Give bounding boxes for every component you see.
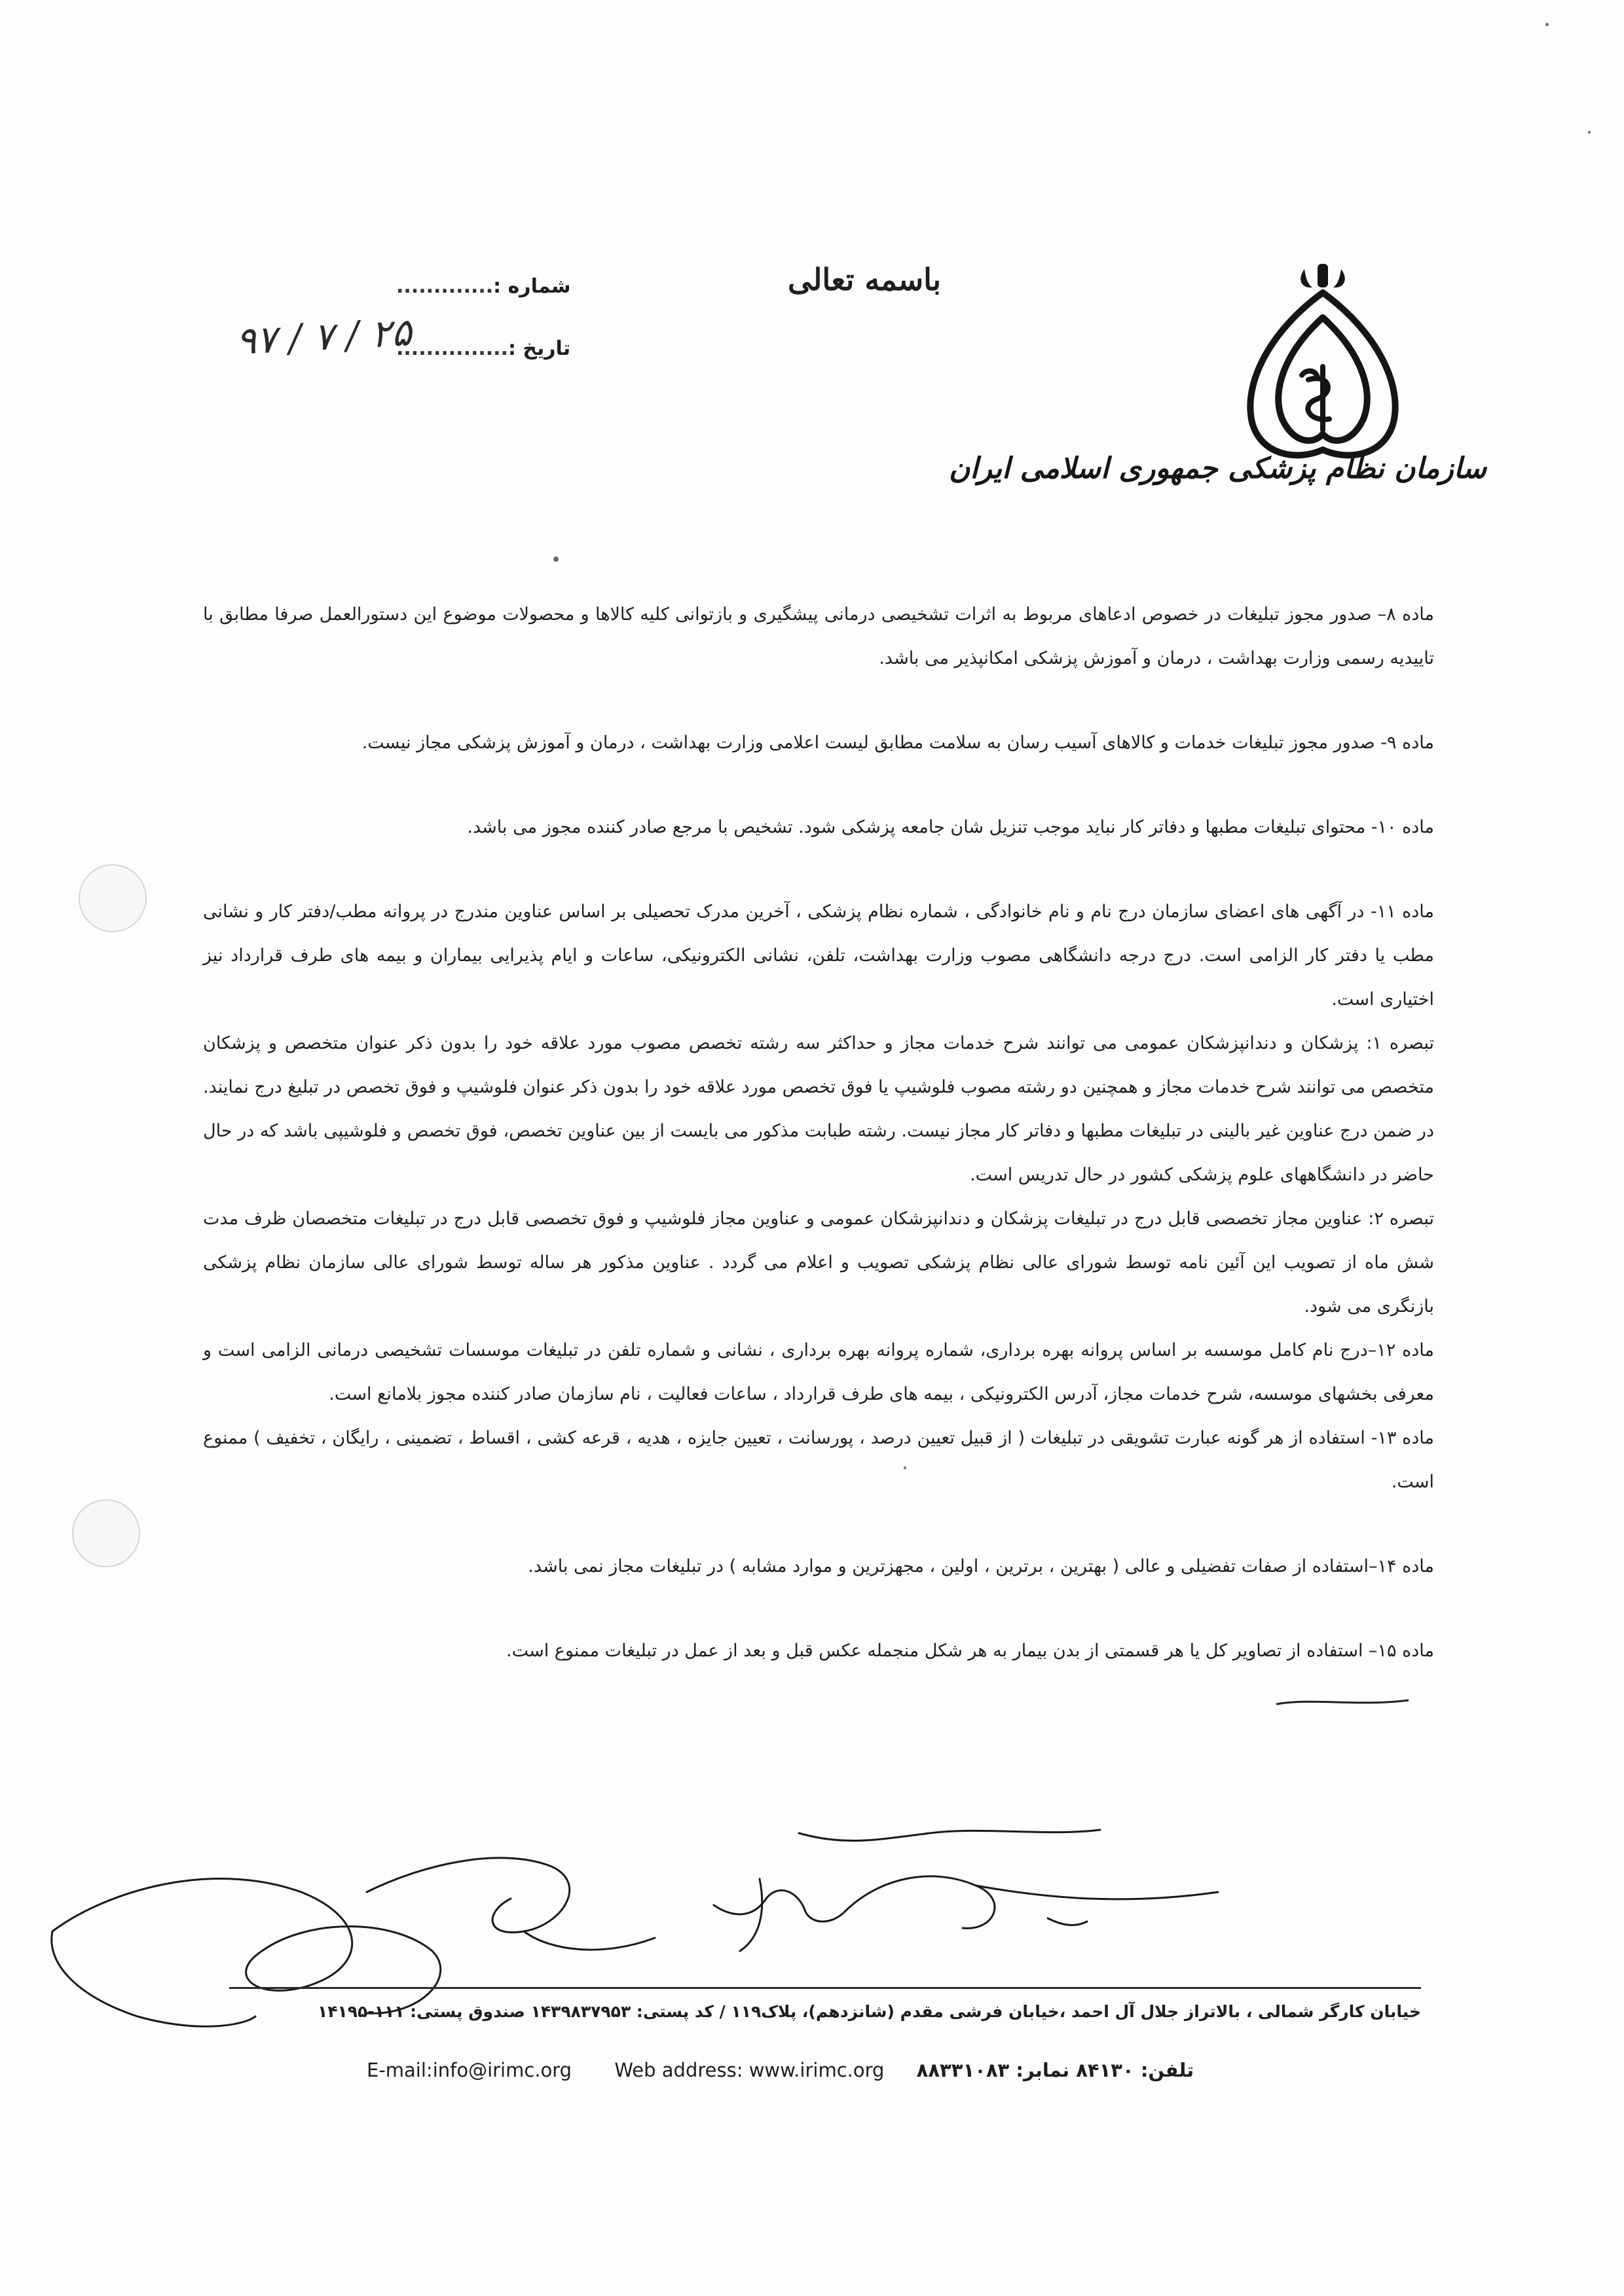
footer-divider	[229, 1987, 1421, 1989]
punch-hole-top	[79, 864, 147, 932]
date-row: تاریخ :...............	[396, 337, 571, 360]
number-label: شماره :	[493, 275, 571, 298]
footer-phone: تلفن: ۸۴۱۳۰ نمابر: ۸۸۳۳۱۰۸۳	[916, 2059, 1194, 2081]
footer-contact	[367, 2059, 1323, 2081]
bismillah-heading: باسمه تعالی	[788, 262, 941, 297]
scan-speck	[553, 556, 559, 562]
note-1: تبصره ۱: پزشکان و دندانپزشکان عمومی می توانند شرح خدمات مجاز و حداکثر سه رشته تخصص مصوب مورد علاقه خود را بدون ذکر عنوان متخصص و پزشکان متخصص می توانند شرح خدمات مجاز و همچنین دو رشته مصوب فلوشیپ یا فوق تخصص مورد علاقه خود را بدون ذکر عنوان فلوشیپ و فوق تخصص در تبلیغ درج نمایند. در ضمن درج عناوین غیر بالینی در تبلیغات مطبها و دفاتر کار مجاز نیست. رشته طبابت مذکور می بایست از بین عناوین تخصص، فوق تخصص و فلوشیپی باشد که در حال حاضر در دانشگاههای علوم پزشکی کشور در حال تدریس است.	[202, 1033, 1435, 1185]
footer-web-address: Web address: www.irimc.org	[614, 2059, 885, 2081]
article-14: ماده ۱۴–استفاده از صفات تفضیلی و عالی ( بهترین ، برترین ، اولین ، مجهزترین و موارد مشابه ) در تبلیغات مجاز نمی باشد.	[528, 1556, 1434, 1576]
article-10: ماده ۱۰- محتوای تبلیغات مطبها و دفاتر کار نباید موجب تنزیل شان جامعه پزشکی شود. تشخیص با مرجع صادر کننده مجوز می باشد.	[467, 817, 1434, 837]
irimc-logo-icon	[1231, 259, 1414, 475]
article-15: ماده ۱۵– استفاده از تصاویر کل یا هر قسمتی از بدن بیمار به هر شکل منجمله عکس قبل و بعد از عمل در تبلیغات ممنوع است.	[506, 1641, 1434, 1661]
article-12: ماده ۱۲–درج نام کامل موسسه بر اساس پروانه بهره برداری، شماره پروانه بهره برداری ، نشانی و شماره تلفن در تبلیغات موسسات تشخیصی درمانی الزامی است و معرفی بخشهای موسسه، شرح خدمات مجاز، آدرس الکترونیکی ، بیمه های طرف قرارداد ، ساعات فعالیت ، نام سازمان صادر کننده مجوز بلامانع است.	[203, 1340, 1434, 1404]
scan-speck	[1588, 131, 1591, 134]
footer-address: خیابان کارگر شمالی ، بالاتراز جلال آل احمد ،خیابان فرشی مقدم (شانزدهم)، پلاک۱۱۹ / کد پستی: ۱۴۳۹۸۳۷۹۵۳ صندوق پستی: ۱۱۱-۱۴۱۹۵	[318, 2002, 1421, 2021]
date-label: تاریخ :	[507, 337, 571, 360]
letter-body	[203, 592, 1434, 1673]
article-11: ماده ۱۱- در آگهی های اعضای سازمان درج نام و نام خانوادگی ، شماره نظام پزشکی ، آخرین مدرک تحصیلی بر اساس عناوین مندرج در پروانه مطب/دفتر کار و نشانی مطب یا دفتر کار الزامی است. درج درجه دانشگاهی مصوب وزارت بهداشت، تلفن، نشانی الکترونیکی، ساعات و ایام پذیرایی بیماران و بیمه های طرف قرارداد نیز اختیاری است.	[203, 902, 1434, 1010]
article-8: ماده ۸– صدور مجوز تبلیغات در خصوص ادعاهای مربوط به اثرات تشخیصی درمانی پیشگیری و بازتوانی کلیه کالاها و محصولات موضوع این دستورالعمل صرفا مطابق با تاییدیه رسمی وزارت بهداشت ، درمان و آموزش پزشکی امکانپذیر می باشد.	[203, 604, 1434, 668]
note-2: تبصره ۲: عناوین مجاز تخصصی قابل درج در تبلیغات پزشکان و دندانپزشکان عمومی و عناوین مجاز فلوشیپ و فوق تخصصی قابل درج در تبلیغات متخصصان ظرف مدت شش ماه از تصویب این آئین نامه توسط شورای عالی نظام پزشکی تصویب و اعلام می گردد . عناوین مذکور هر ساله توسط شورای عالی سازمان نظام پزشکی بازنگری می شود.	[203, 1209, 1434, 1317]
article-13: ماده ۱۳- استفاده از هر گونه عبارت تشویقی در تبلیغات ( از قبیل تعیین درصد ، پورسانت ، تعیین جایزه ، هدیه ، قرعه کشی ، اقساط ، تضمینی ، رایگان ، تخفیف ) ممنوع است.	[203, 1428, 1434, 1492]
article-9: ماده ۹- صدور مجوز تبلیغات خدمات و کالاهای آسیب رسان به سلامت مطابق لیست اعلامی وزارت بهداشت ، درمان و آموزش پزشکی مجاز نیست.	[361, 733, 1434, 753]
date-value-handwritten: ۹۷ / ۷ / ۲۵	[234, 310, 413, 363]
footer-email: E-mail:info@irimc.org	[367, 2059, 572, 2081]
number-row: شماره :.............	[396, 275, 571, 298]
scan-speck	[1545, 23, 1549, 26]
handwritten-underline	[1274, 1692, 1411, 1712]
organization-name: سازمان نظام پزشکی جمهوری اسلامی ایران	[949, 452, 1486, 485]
punch-hole-bottom	[72, 1499, 140, 1567]
